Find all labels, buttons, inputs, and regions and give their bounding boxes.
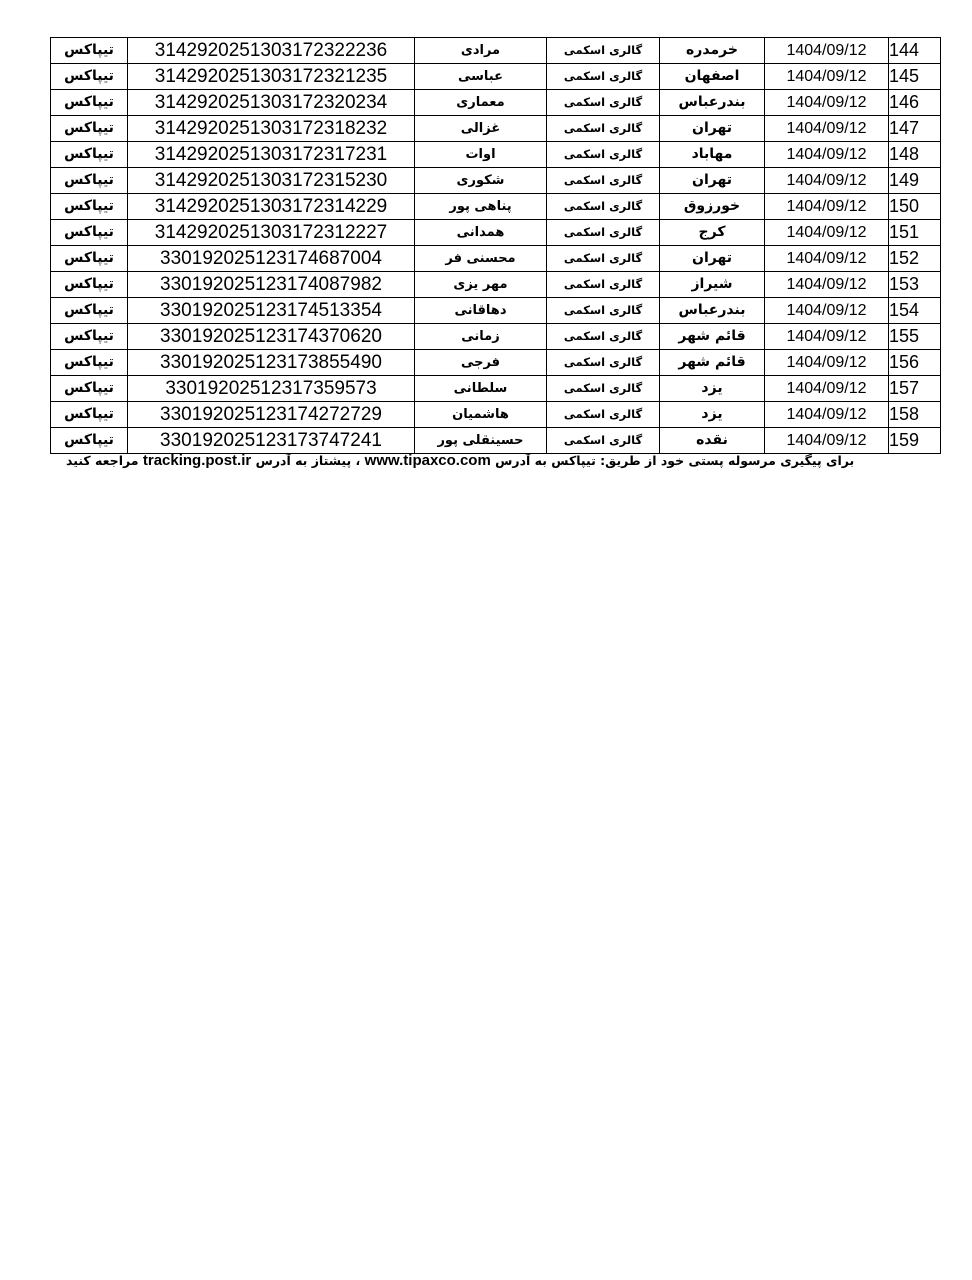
sender-store-cell: گالری اسکمی bbox=[547, 64, 660, 90]
recipient-name-cell: مرادی bbox=[415, 38, 547, 64]
tracking-number-cell: 330192025123174272729 bbox=[128, 402, 415, 428]
table-row bbox=[51, 220, 941, 246]
tracking-number-cell: 3142920251303172312227 bbox=[128, 220, 415, 246]
date-cell: 1404/09/12 bbox=[765, 220, 889, 246]
sender-store-cell: گالری اسکمی bbox=[547, 350, 660, 376]
row-number-cell: 159 bbox=[889, 428, 941, 454]
sender-store-cell: گالری اسکمی bbox=[547, 168, 660, 194]
date-cell: 1404/09/12 bbox=[765, 142, 889, 168]
table-row bbox=[51, 246, 941, 272]
row-number-cell: 156 bbox=[889, 350, 941, 376]
footer-text-middle: ، پیشتاز به آدرس bbox=[255, 453, 361, 468]
sender-store-cell: گالری اسکمی bbox=[547, 298, 660, 324]
destination-city-cell: قائم شهر bbox=[660, 350, 765, 376]
sender-store-cell: گالری اسکمی bbox=[547, 116, 660, 142]
table-row bbox=[51, 350, 941, 376]
row-number-cell: 149 bbox=[889, 168, 941, 194]
destination-city-cell: کرج bbox=[660, 220, 765, 246]
carrier-cell: تیپاکس bbox=[51, 220, 128, 246]
shipments-table-body bbox=[51, 38, 941, 454]
date-cell: 1404/09/12 bbox=[765, 272, 889, 298]
recipient-name-cell: هاشمیان bbox=[415, 402, 547, 428]
sender-store-cell: گالری اسکمی bbox=[547, 194, 660, 220]
tracking-number-cell: 3142920251303172317231 bbox=[128, 142, 415, 168]
destination-city-cell: یزد bbox=[660, 402, 765, 428]
recipient-name-cell: پناهی پور bbox=[415, 194, 547, 220]
carrier-cell: تیپاکس bbox=[51, 168, 128, 194]
carrier-cell: تیپاکس bbox=[51, 272, 128, 298]
table-row bbox=[51, 142, 941, 168]
destination-city-cell: خرمدره bbox=[660, 38, 765, 64]
tracking-number-cell: 330192025123174687004 bbox=[128, 246, 415, 272]
shipments-table bbox=[50, 37, 941, 454]
sender-store-cell: گالری اسکمی bbox=[547, 220, 660, 246]
date-cell: 1404/09/12 bbox=[765, 90, 889, 116]
tracking-number-cell: 3142920251303172315230 bbox=[128, 168, 415, 194]
recipient-name-cell: سلطانی bbox=[415, 376, 547, 402]
row-number-cell: 154 bbox=[889, 298, 941, 324]
row-number-cell: 145 bbox=[889, 64, 941, 90]
date-cell: 1404/09/12 bbox=[765, 402, 889, 428]
tracking-number-cell: 330192025123173747241 bbox=[128, 428, 415, 454]
row-number-cell: 155 bbox=[889, 324, 941, 350]
destination-city-cell: تهران bbox=[660, 116, 765, 142]
row-number-cell: 147 bbox=[889, 116, 941, 142]
row-number-cell: 144 bbox=[889, 38, 941, 64]
date-cell: 1404/09/12 bbox=[765, 350, 889, 376]
row-number-cell: 152 bbox=[889, 246, 941, 272]
sender-store-cell: گالری اسکمی bbox=[547, 428, 660, 454]
sender-store-cell: گالری اسکمی bbox=[547, 246, 660, 272]
table-row bbox=[51, 324, 941, 350]
carrier-cell: تیپاکس bbox=[51, 298, 128, 324]
recipient-name-cell: شکوری bbox=[415, 168, 547, 194]
recipient-name-cell: غزالی bbox=[415, 116, 547, 142]
row-number-cell: 151 bbox=[889, 220, 941, 246]
footer-text-intro: برای پیگیری مرسوله پستی خود از طریق: تیپاکس به آدرس bbox=[495, 453, 855, 468]
row-number-cell: 150 bbox=[889, 194, 941, 220]
tipax-url: www.tipaxco.com bbox=[364, 452, 491, 469]
carrier-cell: تیپاکس bbox=[51, 324, 128, 350]
carrier-cell: تیپاکس bbox=[51, 116, 128, 142]
carrier-cell: تیپاکس bbox=[51, 64, 128, 90]
tracking-number-cell: 33019202512317359573 bbox=[128, 376, 415, 402]
recipient-name-cell: مهر یزی bbox=[415, 272, 547, 298]
sender-store-cell: گالری اسکمی bbox=[547, 376, 660, 402]
destination-city-cell: بندرعباس bbox=[660, 90, 765, 116]
table-row bbox=[51, 428, 941, 454]
footer-text-end: مراجعه کنید bbox=[66, 453, 139, 468]
destination-city-cell: خورزوق bbox=[660, 194, 765, 220]
date-cell: 1404/09/12 bbox=[765, 428, 889, 454]
row-number-cell: 153 bbox=[889, 272, 941, 298]
destination-city-cell: اصفهان bbox=[660, 64, 765, 90]
recipient-name-cell: عباسی bbox=[415, 64, 547, 90]
sender-store-cell: گالری اسکمی bbox=[547, 272, 660, 298]
date-cell: 1404/09/12 bbox=[765, 194, 889, 220]
destination-city-cell: تهران bbox=[660, 168, 765, 194]
table-row bbox=[51, 90, 941, 116]
tracking-number-cell: 3142920251303172321235 bbox=[128, 64, 415, 90]
tracking-number-cell: 330192025123174370620 bbox=[128, 324, 415, 350]
table-row bbox=[51, 272, 941, 298]
recipient-name-cell: دهاقانی bbox=[415, 298, 547, 324]
table-row bbox=[51, 298, 941, 324]
carrier-cell: تیپاکس bbox=[51, 350, 128, 376]
tracking-number-cell: 3142920251303172320234 bbox=[128, 90, 415, 116]
date-cell: 1404/09/12 bbox=[765, 324, 889, 350]
sender-store-cell: گالری اسکمی bbox=[547, 324, 660, 350]
tracking-number-cell: 3142920251303172314229 bbox=[128, 194, 415, 220]
carrier-cell: تیپاکس bbox=[51, 90, 128, 116]
destination-city-cell: تهران bbox=[660, 246, 765, 272]
carrier-cell: تیپاکس bbox=[51, 38, 128, 64]
destination-city-cell: یزد bbox=[660, 376, 765, 402]
date-cell: 1404/09/12 bbox=[765, 246, 889, 272]
date-cell: 1404/09/12 bbox=[765, 168, 889, 194]
table-row bbox=[51, 64, 941, 90]
tracking-number-cell: 330192025123174513354 bbox=[128, 298, 415, 324]
recipient-name-cell: زمانی bbox=[415, 324, 547, 350]
recipient-name-cell: فرجی bbox=[415, 350, 547, 376]
recipient-name-cell: محسنی فر bbox=[415, 246, 547, 272]
table-row bbox=[51, 38, 941, 64]
destination-city-cell: بندرعباس bbox=[660, 298, 765, 324]
table-row bbox=[51, 376, 941, 402]
recipient-name-cell: اوات bbox=[415, 142, 547, 168]
carrier-cell: تیپاکس bbox=[51, 428, 128, 454]
recipient-name-cell: همدانی bbox=[415, 220, 547, 246]
table-row bbox=[51, 194, 941, 220]
recipient-name-cell: حسینقلی پور bbox=[415, 428, 547, 454]
sender-store-cell: گالری اسکمی bbox=[547, 142, 660, 168]
carrier-cell: تیپاکس bbox=[51, 402, 128, 428]
carrier-cell: تیپاکس bbox=[51, 194, 128, 220]
post-tracking-url: tracking.post.ir bbox=[142, 452, 252, 469]
row-number-cell: 148 bbox=[889, 142, 941, 168]
recipient-name-cell: معماری bbox=[415, 90, 547, 116]
table-row bbox=[51, 168, 941, 194]
destination-city-cell: مهاباد bbox=[660, 142, 765, 168]
date-cell: 1404/09/12 bbox=[765, 298, 889, 324]
destination-city-cell: شیراز bbox=[660, 272, 765, 298]
row-number-cell: 158 bbox=[889, 402, 941, 428]
sender-store-cell: گالری اسکمی bbox=[547, 90, 660, 116]
sender-store-cell: گالری اسکمی bbox=[547, 402, 660, 428]
tracking-number-cell: 3142920251303172318232 bbox=[128, 116, 415, 142]
tracking-number-cell: 3142920251303172322236 bbox=[128, 38, 415, 64]
carrier-cell: تیپاکس bbox=[51, 376, 128, 402]
destination-city-cell: قائم شهر bbox=[660, 324, 765, 350]
table-row bbox=[51, 402, 941, 428]
table-row bbox=[51, 116, 941, 142]
date-cell: 1404/09/12 bbox=[765, 376, 889, 402]
carrier-cell: تیپاکس bbox=[51, 246, 128, 272]
destination-city-cell: نقده bbox=[660, 428, 765, 454]
date-cell: 1404/09/12 bbox=[765, 38, 889, 64]
row-number-cell: 146 bbox=[889, 90, 941, 116]
row-number-cell: 157 bbox=[889, 376, 941, 402]
date-cell: 1404/09/12 bbox=[765, 64, 889, 90]
date-cell: 1404/09/12 bbox=[765, 116, 889, 142]
carrier-cell: تیپاکس bbox=[51, 142, 128, 168]
sender-store-cell: گالری اسکمی bbox=[547, 38, 660, 64]
tracking-number-cell: 330192025123173855490 bbox=[128, 350, 415, 376]
tracking-number-cell: 330192025123174087982 bbox=[128, 272, 415, 298]
tracking-instructions bbox=[66, 452, 972, 469]
